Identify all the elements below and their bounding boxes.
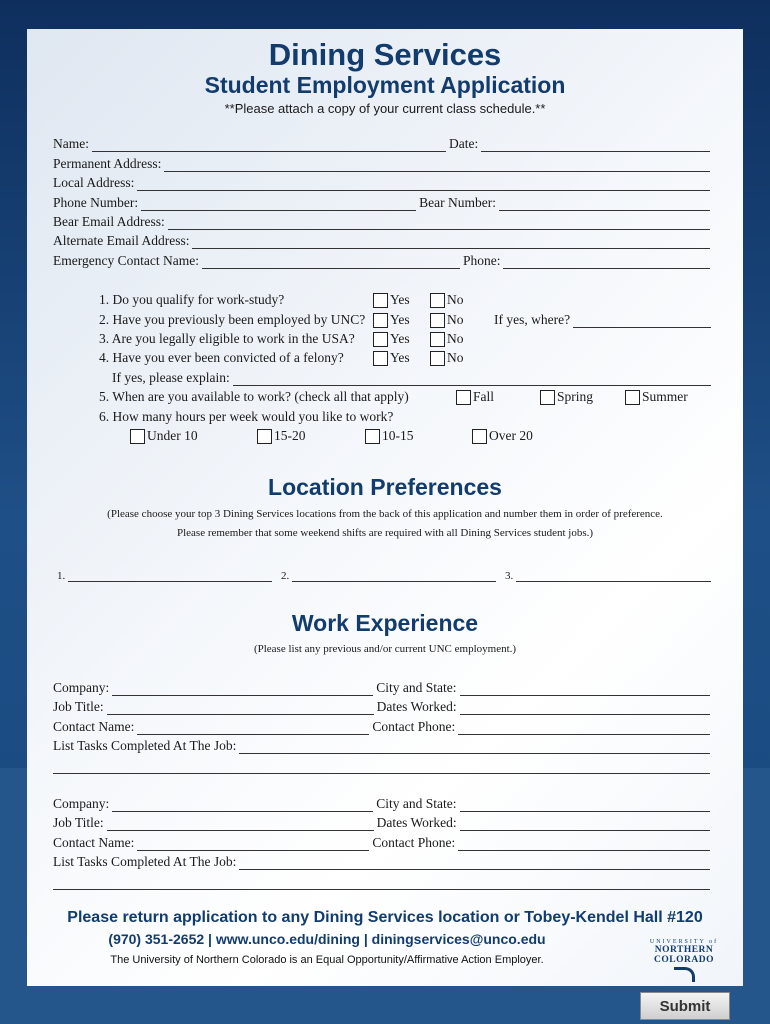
contact-phone-field[interactable]	[458, 722, 710, 735]
bear-number-field[interactable]	[499, 198, 710, 211]
bear-number-label: Bear Number:	[419, 195, 496, 210]
local-address-row	[53, 175, 713, 191]
tasks-1-row	[53, 738, 713, 754]
yes-label: Yes	[390, 292, 410, 307]
q2-no[interactable]	[430, 312, 464, 328]
checkbox[interactable]	[130, 429, 145, 444]
permanent-address-row	[53, 156, 713, 172]
name-field[interactable]	[92, 139, 446, 152]
job-title-2-row	[53, 815, 713, 831]
question-4: 4. Have you ever been convicted of a felony?	[99, 350, 344, 365]
dates-field[interactable]	[460, 818, 710, 831]
q3-yes[interactable]	[373, 331, 410, 347]
dates-field[interactable]	[460, 702, 710, 715]
application-form	[27, 29, 743, 986]
page-title: Dining Services	[268, 37, 502, 72]
location-title: Location Preferences	[268, 474, 502, 500]
no-label: No	[447, 292, 464, 307]
city-label: City and State:	[376, 796, 457, 811]
phone-field[interactable]	[141, 198, 416, 211]
local-address-label: Local Address:	[53, 175, 135, 190]
contact-2-row	[53, 835, 713, 851]
question-3: 3. Are you legally eligible to work in the USA?	[99, 331, 355, 346]
name-row	[53, 136, 713, 152]
question-6: 6. How many hours per week would you like to work?	[99, 409, 394, 424]
if-where-row	[494, 312, 714, 328]
summer-label: Summer	[642, 389, 688, 404]
q1-no[interactable]	[430, 292, 464, 308]
location-note-1: (Please choose your top 3 Dining Services locations from the back of this application and number them in order of preference.	[107, 508, 663, 520]
no-label: No	[447, 331, 464, 346]
pref-1-label: 1.	[57, 570, 66, 582]
contact-name-label: Contact Name:	[53, 835, 135, 850]
permanent-address-label: Permanent Address:	[53, 156, 162, 171]
permanent-address-field[interactable]	[164, 159, 710, 172]
city-field[interactable]	[460, 799, 711, 812]
checkbox[interactable]	[373, 351, 388, 366]
location-note-2: Please remember that some weekend shifts are required with all Dining Services student jobs.)	[176, 527, 594, 539]
spring-label: Spring	[557, 389, 594, 404]
hours-label: 10-15	[382, 428, 414, 443]
job-title-1-row	[53, 699, 713, 715]
tasks-extra-field[interactable]	[53, 761, 710, 774]
q4-yes[interactable]	[373, 350, 410, 366]
q4-no[interactable]	[430, 350, 464, 366]
spring-option[interactable]	[540, 389, 593, 405]
contact-phone-label: Contact Phone:	[372, 835, 456, 850]
company-1-row	[53, 680, 713, 696]
company-label: Company:	[53, 796, 110, 811]
explain-field[interactable]	[233, 373, 711, 386]
page-subtitle: Student Employment Application	[204, 72, 566, 98]
if-where-label: If yes, where?	[494, 312, 571, 327]
job-title-field[interactable]	[107, 818, 374, 831]
company-2-row	[53, 796, 713, 812]
checkbox[interactable]	[365, 429, 380, 444]
emergency-phone-field[interactable]	[503, 256, 710, 269]
question-5: 5. When are you available to work? (check all that apply)	[99, 389, 409, 404]
pref-1-row	[57, 566, 275, 582]
logo-name-text: NORTHERN COLORADO	[654, 945, 714, 965]
contact-phone-label: Contact Phone:	[372, 719, 456, 734]
alt-email-field[interactable]	[192, 236, 710, 249]
hours-over-20[interactable]	[472, 428, 533, 444]
hours-10-15[interactable]	[365, 428, 414, 444]
explain-row	[112, 370, 714, 386]
date-label: Date:	[449, 136, 479, 151]
question-1: 1. Do you qualify for work-study?	[99, 292, 285, 307]
tasks-2-row	[53, 854, 713, 870]
pref-2-label: 2.	[281, 570, 290, 582]
contact-phone-field[interactable]	[458, 838, 710, 851]
hours-under-10[interactable]	[130, 428, 198, 444]
name-label: Name:	[53, 136, 89, 151]
alt-email-row	[53, 233, 713, 249]
pref-2-row	[281, 566, 499, 582]
tasks-field[interactable]	[239, 857, 710, 870]
hours-label: 15-20	[274, 428, 306, 443]
fall-label: Fall	[473, 389, 495, 404]
company-field[interactable]	[112, 683, 373, 696]
if-where-field[interactable]	[573, 315, 711, 328]
city-field[interactable]	[460, 683, 711, 696]
company-label: Company:	[53, 680, 110, 695]
checkbox[interactable]	[257, 429, 272, 444]
work-note: (Please list any previous and/or current UNC employment.)	[253, 643, 517, 655]
tasks-1-extra-row	[53, 758, 713, 774]
tasks-label: List Tasks Completed At The Job:	[53, 738, 237, 753]
hours-label: Under 10	[147, 428, 198, 443]
checkbox[interactable]	[456, 390, 471, 405]
emergency-label: Emergency Contact Name:	[53, 253, 199, 268]
contact-name-label: Contact Name:	[53, 719, 135, 734]
logo-university-text: UNIVERSITY of	[649, 939, 719, 945]
contact-info: (970) 351-2652 | www.unco.edu/dining | diningservices@unco.edu	[108, 931, 546, 947]
emergency-phone-label: Phone:	[462, 253, 501, 268]
contact-1-row	[53, 719, 713, 735]
q2-yes[interactable]	[373, 312, 410, 328]
tasks-field[interactable]	[239, 741, 710, 754]
checkbox[interactable]	[625, 390, 640, 405]
dates-label: Dates Worked:	[376, 815, 457, 830]
return-instructions: Please return application to any Dining Services location or Tobey-Kendel Hall #120	[67, 909, 703, 926]
bear-email-field[interactable]	[168, 217, 710, 230]
tasks-extra-field[interactable]	[53, 877, 710, 890]
checkbox[interactable]	[430, 351, 445, 366]
checkbox[interactable]	[430, 313, 445, 328]
checkbox[interactable]	[373, 332, 388, 347]
checkbox[interactable]	[430, 332, 445, 347]
checkbox[interactable]	[373, 293, 388, 308]
date-field[interactable]	[481, 139, 710, 152]
question-2: 2. Have you previously been employed by UNC?	[99, 312, 366, 327]
yes-label: Yes	[390, 350, 410, 365]
q3-no[interactable]	[430, 331, 464, 347]
pref-3-field[interactable]	[516, 569, 711, 582]
city-label: City and State:	[376, 680, 457, 695]
submit-button[interactable]: Submit	[640, 992, 730, 1020]
summer-option[interactable]	[625, 389, 688, 405]
job-title-label: Job Title:	[53, 815, 104, 830]
work-title: Work Experience	[291, 610, 479, 636]
alt-email-label: Alternate Email Address:	[53, 233, 190, 248]
explain-label: If yes, please explain:	[112, 370, 230, 385]
company-field[interactable]	[112, 799, 373, 812]
job-title-field[interactable]	[107, 702, 374, 715]
eeo-statement: The University of Northern Colorado is an Equal Opportunity/Affirmative Action Employer.	[110, 954, 544, 966]
checkbox[interactable]	[430, 293, 445, 308]
pref-2-field[interactable]	[292, 569, 496, 582]
dates-label: Dates Worked:	[376, 699, 457, 714]
tasks-label: List Tasks Completed At The Job:	[53, 854, 237, 869]
bear-email-row	[53, 214, 713, 230]
fall-option[interactable]	[456, 389, 494, 405]
pref-3-row	[505, 566, 714, 582]
contact-name-field[interactable]	[137, 722, 369, 735]
schedule-note: **Please attach a copy of your current class schedule.**	[224, 101, 546, 116]
emergency-row	[53, 253, 713, 269]
checkbox[interactable]	[472, 429, 487, 444]
hours-15-20[interactable]	[257, 428, 306, 444]
no-label: No	[447, 350, 464, 365]
q1-yes[interactable]	[373, 292, 410, 308]
yes-label: Yes	[390, 331, 410, 346]
no-label: No	[447, 312, 464, 327]
bear-claw-icon	[674, 967, 695, 982]
hours-label: Over 20	[489, 428, 533, 443]
local-address-field[interactable]	[137, 178, 710, 191]
phone-row	[53, 195, 713, 211]
contact-name-field[interactable]	[137, 838, 369, 851]
phone-label: Phone Number:	[53, 195, 139, 210]
checkbox[interactable]	[540, 390, 555, 405]
yes-label: Yes	[390, 312, 410, 327]
tasks-2-extra-row	[53, 874, 713, 890]
emergency-field[interactable]	[202, 256, 460, 269]
unc-logo	[634, 939, 734, 982]
pref-3-label: 3.	[505, 570, 514, 582]
checkbox[interactable]	[373, 313, 388, 328]
bear-email-label: Bear Email Address:	[53, 214, 165, 229]
job-title-label: Job Title:	[53, 699, 104, 714]
pref-1-field[interactable]	[68, 569, 272, 582]
